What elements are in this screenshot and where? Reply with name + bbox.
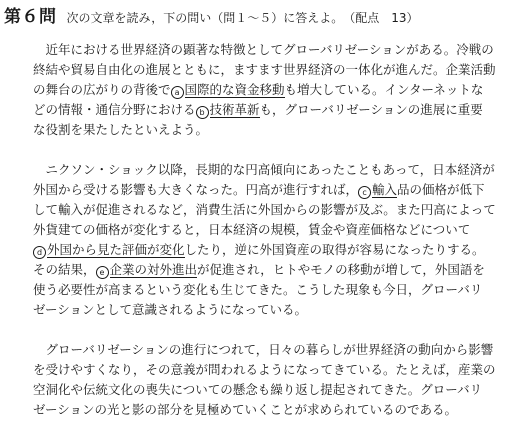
- underline-marker-e: e: [96, 266, 109, 279]
- underline-marker-b: b: [196, 106, 209, 119]
- p2-line-5: d 外国から見た評価が変化したり，逆に外国資産の取得が容易になったりする。: [33, 242, 493, 259]
- p1-line-1: 近年における世界経済の顕著な特徴としてグローバリゼーションがある。冷戦の: [45, 42, 494, 57]
- p2-line-3: して輸入が促進されるなど，消費生活に外国からの影響が及ぶ。また円高によって: [33, 202, 496, 217]
- p1-line-4: どの情報・通信分野における b 技術革新も，グローバリゼーションの進展に重要: [33, 102, 483, 117]
- p1-line-3: の舞台の広がりの背後で a 国際的な資金移動も増大している。インターネットな: [33, 82, 484, 97]
- question-instruction: 次の文章を読み，下の問い（問１～５）に答えよ。: [66, 11, 344, 25]
- underline-b: 技術革新: [209, 102, 260, 117]
- underline-marker-c: c: [358, 186, 371, 199]
- underline-marker-a: a: [171, 86, 184, 99]
- question-header: [4, 2, 419, 27]
- p2-line-8: ゼーションとして意識されるようになっている。: [33, 302, 308, 317]
- question-number: 第６問: [4, 7, 57, 27]
- p2-line-1: ニクソン・ショック以降，長期的な円高傾向にあったこともあって，日本経済が: [45, 162, 495, 177]
- underline-e: 企業の対外進出: [109, 262, 198, 277]
- underline-marker-d: d: [33, 246, 46, 259]
- underline-d: 外国から見た評価が変化: [47, 242, 185, 257]
- underline-a: 国際的な資金移動: [184, 82, 285, 97]
- p1-line-2: 終結や貿易自由化の進展とともに，ますます世界経済の一体化が進んだ。企業活動: [33, 62, 496, 77]
- p3-line-2: を受けやすくなり，その意義が問われるようになってきている。たとえば，産業の: [33, 362, 496, 377]
- question-points: （配点 13）: [349, 11, 419, 25]
- p2-line-6: その結果， e 企業の対外進出が促進され，ヒトやモノの移動が増して，外国語を: [33, 262, 485, 277]
- p3-line-1: グローバリゼーションの進行につれて，日々の暮らしが世界経済の動向から影響: [45, 342, 494, 357]
- p2-line-4: 外貨建ての価格が変化すると，日本経済の規模，賃金や資産価格などについて: [33, 222, 471, 237]
- p2-line-2: 外国から受ける影響も大きくなった。円高が進行すれば， c 輸入品の価格が低下: [33, 182, 485, 197]
- p3-line-4: ゼーションの光と影の部分を見極めていくことが求められているのである。: [33, 402, 458, 417]
- p1-line-5: な役割を果たしたといえよう。: [33, 122, 209, 137]
- underline-c: 輸入: [372, 182, 398, 197]
- p3-line-3: 空洞化や伝統文化の喪失についての懸念も繰り返し提起されてきた。グローバリ: [33, 382, 483, 397]
- p2-line-7: 使う必要性が高まるという変化も生じてきた。こうした現象も今日，グローバリ: [33, 282, 483, 297]
